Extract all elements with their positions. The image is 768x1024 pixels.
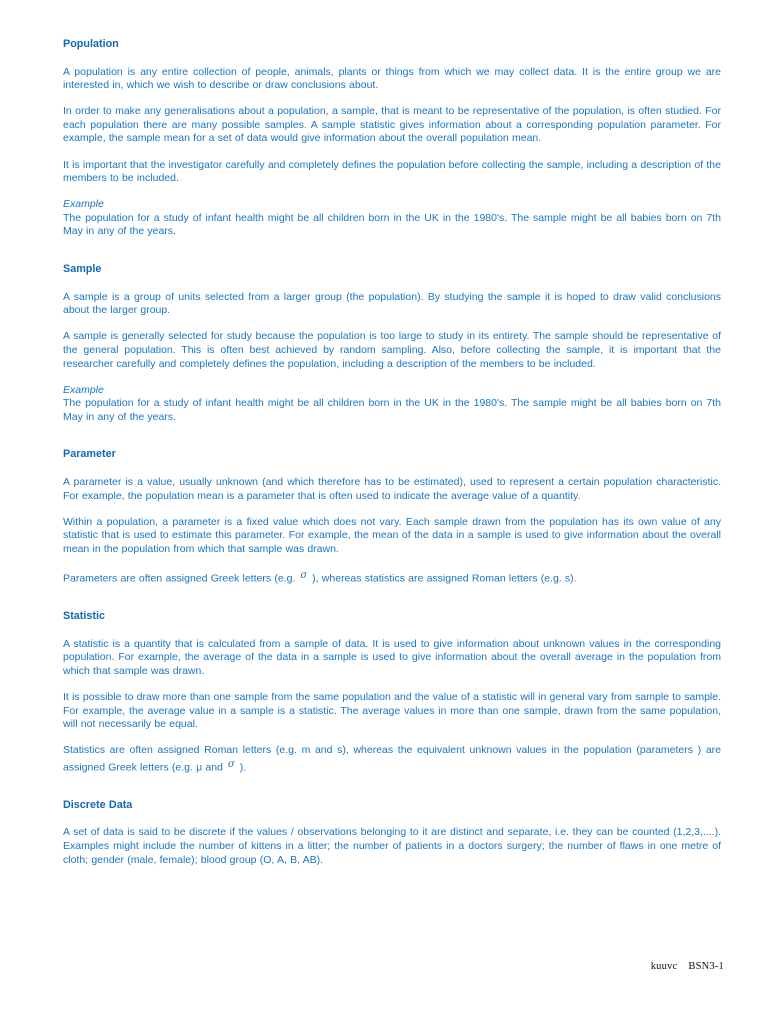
example-text: The population for a study of infant health might be all children born in the UK in the 1980's. The sample might be all babies born on 7th May in any of the years. bbox=[63, 397, 721, 423]
example-block bbox=[63, 198, 721, 239]
page-footer bbox=[651, 961, 724, 972]
note-text-pre: Parameters are often assigned Greek letters (e.g. bbox=[63, 572, 296, 585]
section-statistic bbox=[63, 610, 721, 775]
note-text-post: ). bbox=[239, 761, 247, 774]
paragraph: It is important that the investigator carefully and completely defines the population before collecting the sample, including a description of the members to be included. bbox=[63, 158, 721, 185]
note-text-post: ), whereas statistics are assigned Roman letters (e.g. s). bbox=[312, 572, 577, 585]
section-heading-parameter: Parameter bbox=[63, 448, 116, 461]
document-content bbox=[63, 38, 721, 880]
paragraph: In order to make any generalisations about a population, a sample, that is meant to be representative of the population, is often studied. For each population there are many possible samples. A sample statistic gives information about a corresponding population parameter. For example, the sample mean for a set of data would give information about the overall population mean. bbox=[63, 105, 721, 145]
greek-letters-note bbox=[63, 569, 721, 586]
section-heading-statistic: Statistic bbox=[63, 610, 106, 623]
roman-letters-note bbox=[63, 744, 721, 775]
paragraph: A population is any entire collection of people, animals, plants or things from which we may collect data. It is the entire group we are interested in, which we wish to describe or draw conclusions about. bbox=[63, 65, 721, 92]
sigma-symbol: σ bbox=[227, 758, 235, 770]
paragraph: A sample is generally selected for study because the population is too large to study in its entirety. The sample should be representative of the general population. This is often best achieved by random sampling. Also, before collecting the sample, it is important that the researcher carefully and completely defines the population, including a description of the members to be included. bbox=[63, 330, 721, 370]
section-parameter bbox=[63, 448, 721, 586]
section-sample bbox=[63, 263, 721, 424]
footer-page-ref: BSN3-1 bbox=[688, 961, 724, 972]
paragraph: A sample is a group of units selected from a larger group (the population). By studying the sample it is hoped to draw valid conclusions about the larger group. bbox=[63, 290, 721, 317]
paragraph: A parameter is a value, usually unknown (and which therefore has to be estimated), used to represent a certain population characteristic. For example, the population mean is a parameter that is often used to indicate the average value of a quantity. bbox=[63, 475, 721, 502]
example-label: Example bbox=[63, 383, 104, 396]
paragraph: A statistic is a quantity that is calculated from a sample of data. It is used to give information about unknown values in the corresponding population. For example, the average of the data in a sample is used to give information about the overall average in the population from which that sample was drawn. bbox=[63, 637, 721, 677]
sigma-symbol: σ bbox=[300, 569, 308, 581]
section-heading-discrete-data: Discrete Data bbox=[63, 798, 133, 811]
section-heading-population: Population bbox=[63, 38, 119, 50]
section-population bbox=[63, 38, 721, 239]
example-block bbox=[63, 384, 721, 425]
example-text: The population for a study of infant health might be all children born in the UK in the 1980's. The sample might be all babies born on 7th May in any of the years. bbox=[63, 211, 721, 238]
section-heading-sample: Sample bbox=[63, 263, 102, 276]
example-label: Example bbox=[63, 198, 104, 211]
paragraph: It is possible to draw more than one sample from the same population and the value of a statistic will in general vary from sample to sample. For example, the average value in a sample is a statistic. The average values in more than one sample, drawn from the same population, will not necessarily be equal. bbox=[63, 690, 721, 731]
paragraph: A set of data is said to be discrete if the values / observations belonging to it are distinct and separate, i.e. they can be counted (1,2,3,....). Examples might include the number of kittens in a litter; the number of patients in a doctors surgery; the number of flaws in one metre of cloth; gender (male, female); blood group (O, A, B, AB). bbox=[63, 826, 721, 866]
note-text-pre: Statistics are often assigned Roman letters (e.g. m and s), whereas the equivalent unknown values in the population (parameters ) are assigned Greek letters (e.g. μ and bbox=[63, 744, 721, 774]
footer-doc-code: kuuvc bbox=[650, 961, 678, 972]
paragraph: Within a population, a parameter is a fixed value which does not vary. Each sample drawn from the population has its own value of any statistic that is used to estimate this parameter. For example, the mean of the data in a sample is used to give information about the overall mean in the population from which that sample was drawn. bbox=[63, 515, 721, 555]
section-discrete-data bbox=[63, 799, 721, 867]
